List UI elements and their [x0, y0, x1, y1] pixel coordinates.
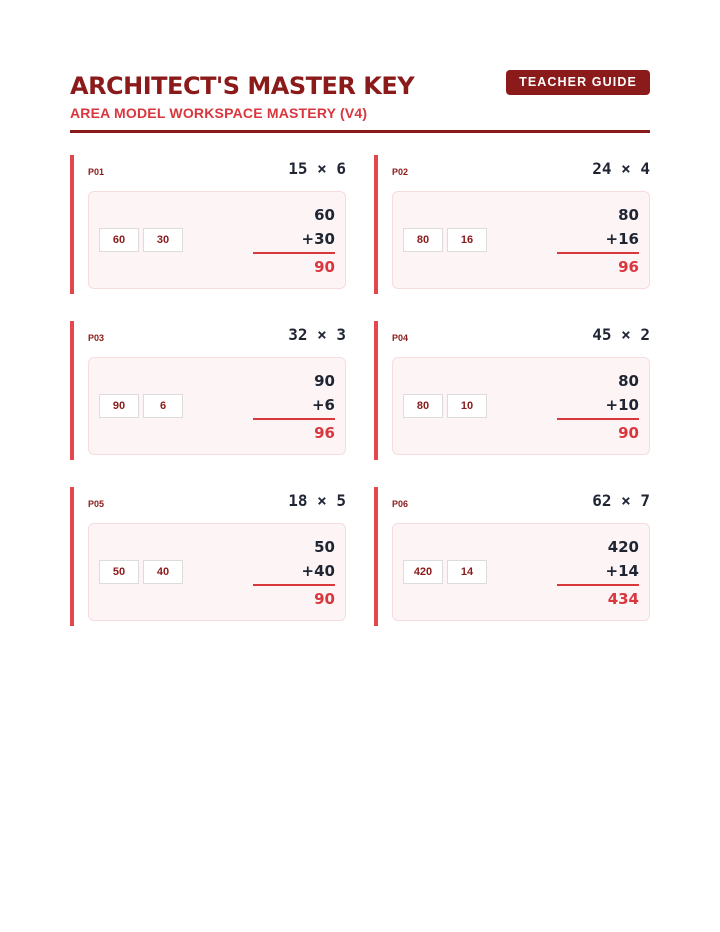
addend-1: 60 — [314, 206, 335, 224]
final-answer: 434 — [607, 590, 639, 608]
final-answer: 96 — [314, 424, 335, 442]
addend-1: 90 — [314, 372, 335, 390]
partial-product-box: 40 — [143, 560, 183, 584]
addend-2: +16 — [605, 230, 639, 248]
addend-2: +10 — [605, 396, 639, 414]
problem-expression: 18 × 5 — [288, 491, 346, 510]
sum-line — [557, 252, 639, 254]
workspace-panel — [88, 523, 346, 621]
partial-product-box: 50 — [99, 560, 139, 584]
problem-label: P06 — [392, 499, 409, 509]
sum-line — [557, 418, 639, 420]
sum-line — [253, 418, 335, 420]
problem-expression: 45 × 2 — [592, 325, 650, 344]
problem-card-p03 — [70, 321, 346, 460]
workspace-panel — [392, 523, 650, 621]
workspace-panel — [392, 357, 650, 455]
final-answer: 90 — [314, 258, 335, 276]
workspace-panel — [392, 191, 650, 289]
workspace-panel — [88, 191, 346, 289]
final-answer: 90 — [314, 590, 335, 608]
addend-1: 80 — [618, 206, 639, 224]
problem-label: P02 — [392, 167, 409, 177]
workspace-panel — [88, 357, 346, 455]
partial-product-box: 60 — [99, 228, 139, 252]
problem-card-p05 — [70, 487, 346, 626]
problem-label: P01 — [88, 167, 105, 177]
sum-line — [557, 584, 639, 586]
partial-product-box: 6 — [143, 394, 183, 418]
addend-1: 50 — [314, 538, 335, 556]
partial-product-box: 420 — [403, 560, 443, 584]
addend-2: +30 — [301, 230, 335, 248]
page-subtitle: AREA MODEL WORKSPACE MASTERY (V4) — [70, 105, 368, 121]
addend-2: +40 — [301, 562, 335, 580]
partial-product-box: 80 — [403, 394, 443, 418]
sum-line — [253, 584, 335, 586]
partial-product-box: 30 — [143, 228, 183, 252]
page-header — [70, 68, 650, 134]
problem-label: P05 — [88, 499, 105, 509]
problem-label: P03 — [88, 333, 105, 343]
problem-expression: 32 × 3 — [288, 325, 346, 344]
header-divider — [70, 130, 650, 133]
problem-card-p06 — [374, 487, 650, 626]
problem-card-p01 — [70, 155, 346, 294]
addend-1: 420 — [607, 538, 639, 556]
final-answer: 90 — [618, 424, 639, 442]
problem-card-p02 — [374, 155, 650, 294]
problem-expression: 62 × 7 — [592, 491, 650, 510]
problem-card-p04 — [374, 321, 650, 460]
addend-2: +6 — [311, 396, 335, 414]
addend-2: +14 — [605, 562, 639, 580]
problem-expression: 15 × 6 — [288, 159, 346, 178]
partial-product-box: 14 — [447, 560, 487, 584]
final-answer: 96 — [618, 258, 639, 276]
partial-product-box: 16 — [447, 228, 487, 252]
teacher-guide-badge: TEACHER GUIDE — [506, 70, 650, 95]
sum-line — [253, 252, 335, 254]
page-title: ARCHITECT'S MASTER KEY — [70, 72, 415, 100]
partial-product-box: 80 — [403, 228, 443, 252]
problem-expression: 24 × 4 — [592, 159, 650, 178]
partial-product-box: 90 — [99, 394, 139, 418]
problem-label: P04 — [392, 333, 409, 343]
addend-1: 80 — [618, 372, 639, 390]
partial-product-box: 10 — [447, 394, 487, 418]
